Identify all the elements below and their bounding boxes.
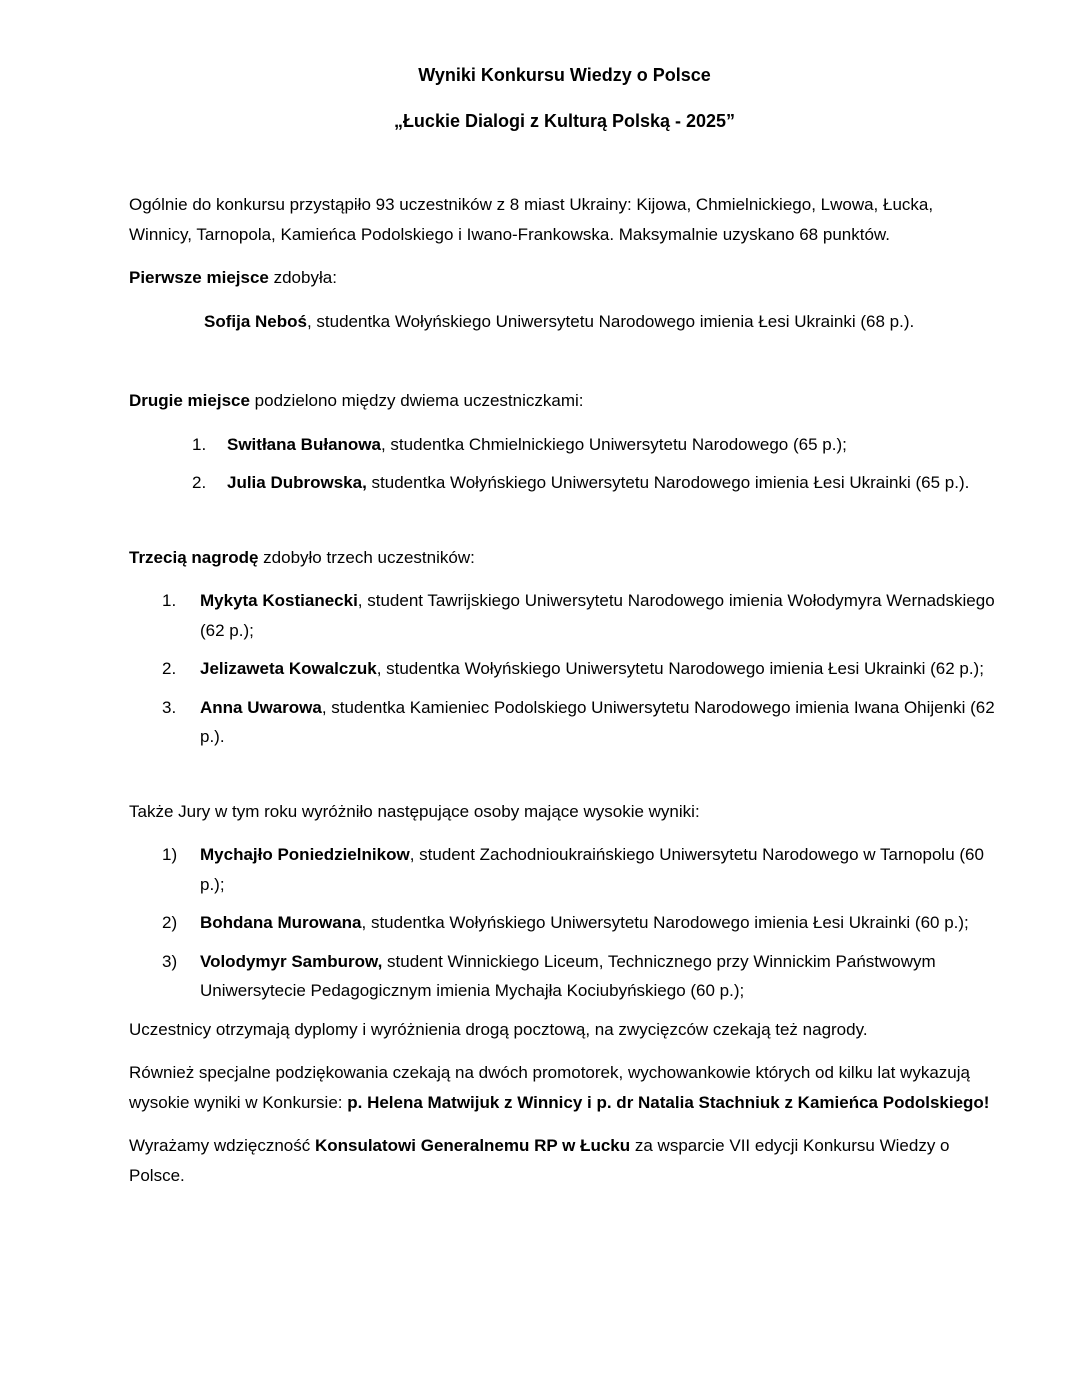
- list-item-text: [200, 908, 1000, 938]
- list-item-text: [200, 947, 1000, 1006]
- document-body: [129, 190, 1000, 1190]
- first-place-winner: [129, 307, 1000, 337]
- document-subtitle: „Łuckie Dialogi z Kulturą Polską - 2025”: [393, 111, 736, 131]
- first-place-heading: [129, 263, 1000, 293]
- list-item-marker: 2.: [192, 473, 207, 492]
- spacer-3: [129, 761, 1000, 783]
- bold-text-run: Switłana Bułanowa: [227, 434, 381, 454]
- diplomas-paragraph: [129, 1015, 1000, 1045]
- bold-text-run: Drugie miejsce: [129, 391, 250, 410]
- text-run: Ogólnie do konkursu przystąpiło 93 uczestników z 8 miast Ukrainy: Kijowa, Chmielnickiego, Lwowa, Łucka, Winnicy, Tarnopola, Kamieńca Podolskiego i Iwano-Frankowska. Maksymalnie uzyskano 68 punktów.: [129, 195, 934, 244]
- list-item-marker: 2.: [162, 659, 177, 678]
- distinctions-list-item: [129, 840, 1000, 899]
- text-run: , studentka Chmielnickiego Uniwersytetu Narodowego (65 p.);: [380, 434, 847, 454]
- list-item-text: [200, 840, 1000, 899]
- list-item-text: [227, 430, 1000, 460]
- spacer-2: [129, 507, 1000, 529]
- list-item-text: [200, 654, 1000, 684]
- list-item-marker: 1): [162, 845, 178, 864]
- list-item-text: [200, 586, 1000, 645]
- list-item-marker: 3.: [162, 697, 177, 717]
- bold-text-run: Sofija Neboś: [204, 311, 307, 331]
- list-item-text: [200, 693, 1000, 752]
- text-run: za wsparcie VII edycji Konkursu Wiedzy o Polsce.: [129, 1136, 950, 1185]
- text-run: , student Tawrijskiego Uniwersytetu Narodowego imienia Wołodymyra Wernadskiego (62 p.);: [200, 591, 995, 640]
- text-run: zdobyła:: [268, 268, 337, 287]
- text-run: zdobyło trzech uczestników:: [258, 547, 475, 567]
- bold-text-run: Jelizaweta Kowalczuk: [200, 659, 377, 678]
- bold-text-run: Pierwsze miejsce: [129, 268, 269, 287]
- list-item-marker: 1.: [192, 434, 207, 454]
- bold-text-run: Bohdana Murowana: [200, 913, 362, 932]
- bold-text-run: p. Helena Matwijuk z Winnicy i p. dr Natalia Stachniuk z Kamieńca Podolskiego!: [347, 1092, 990, 1112]
- bold-text-run: Konsulatowi Generalnemu RP w Łucku: [314, 1136, 631, 1155]
- list-item-marker: 1.: [162, 591, 177, 610]
- bold-text-run: Anna Uwarowa: [200, 697, 322, 717]
- text-run: , studentka Wołyńskiego Uniwersytetu Narodowego imienia Łesi Ukrainki (62 p.);: [376, 659, 984, 678]
- text-run: Także Jury w tym roku wyróżniło następujące osoby mające wysokie wyniki:: [129, 801, 700, 821]
- distinctions-list-item: [129, 947, 1000, 1006]
- bold-text-run: Mykyta Kostianecki: [200, 591, 358, 610]
- thanks-consulate-paragraph: [129, 1131, 1000, 1190]
- thanks-promoters-paragraph: [129, 1058, 1000, 1117]
- list-item-marker: 3): [162, 951, 178, 971]
- second-place-list-item: [129, 430, 1000, 460]
- text-run: studentka Wołyńskiego Uniwersytetu Narodowego imienia Łesi Ukrainki (65 p.).: [366, 473, 970, 492]
- text-run: student Winnickiego Liceum, Technicznego przy Winnickim Państwowym Uniwersytecie Pedagogicznym imienia Mychajła Kociubyńskiego (60 p.);: [200, 951, 936, 1000]
- distinctions-list-item: [129, 908, 1000, 938]
- third-place-heading: [129, 543, 1000, 573]
- distinctions-heading: [129, 797, 1000, 827]
- text-run: , student Zachodnioukraińskiego Uniwersytetu Narodowego w Tarnopolu (60 p.);: [200, 845, 984, 894]
- third-place-list-item: [129, 654, 1000, 684]
- list-item-text: [227, 468, 1000, 498]
- bold-text-run: Julia Dubrowska,: [227, 473, 367, 492]
- text-run: , studentka Wołyńskiego Uniwersytetu Narodowego imienia Łesi Ukrainki (60 p.);: [361, 913, 969, 932]
- third-place-list-item: [129, 693, 1000, 752]
- second-place-heading: [129, 386, 1000, 416]
- third-place-list-item: [129, 586, 1000, 645]
- text-run: Uczestnicy otrzymają dyplomy i wyróżnienia drogą pocztową, na zwycięzców czekają też nagrody.: [129, 1019, 868, 1039]
- list-item-marker: 2): [162, 913, 178, 932]
- spacer-1: [129, 350, 1000, 372]
- text-run: , studentka Kamieniec Podolskiego Uniwersytetu Narodowego imienia Iwana Ohijenki (62 p.).: [200, 697, 995, 746]
- bold-text-run: Volodymyr Samburow,: [200, 951, 383, 971]
- bold-text-run: Trzecią nagrodę: [129, 547, 259, 567]
- bold-text-run: Mychajło Poniedzielnikow: [200, 845, 410, 864]
- text-run: , studentka Wołyńskiego Uniwersytetu Narodowego imienia Łesi Ukrainki (68 p.).: [306, 311, 915, 331]
- intro-paragraph: [129, 190, 1000, 249]
- second-place-list-item: [129, 468, 1000, 498]
- text-run: Również specjalne podziękowania czekają na dwóch promotorek, wychowankowie których od kilku lat wykazują wysokie wyniki w Konkursie:: [129, 1063, 970, 1112]
- text-run: podzielono między dwiema uczestniczkami:: [249, 391, 584, 410]
- text-run: Wyrażamy wdzięczność: [129, 1136, 315, 1155]
- document-title: Wyniki Konkursu Wiedzy o Polsce: [418, 65, 711, 85]
